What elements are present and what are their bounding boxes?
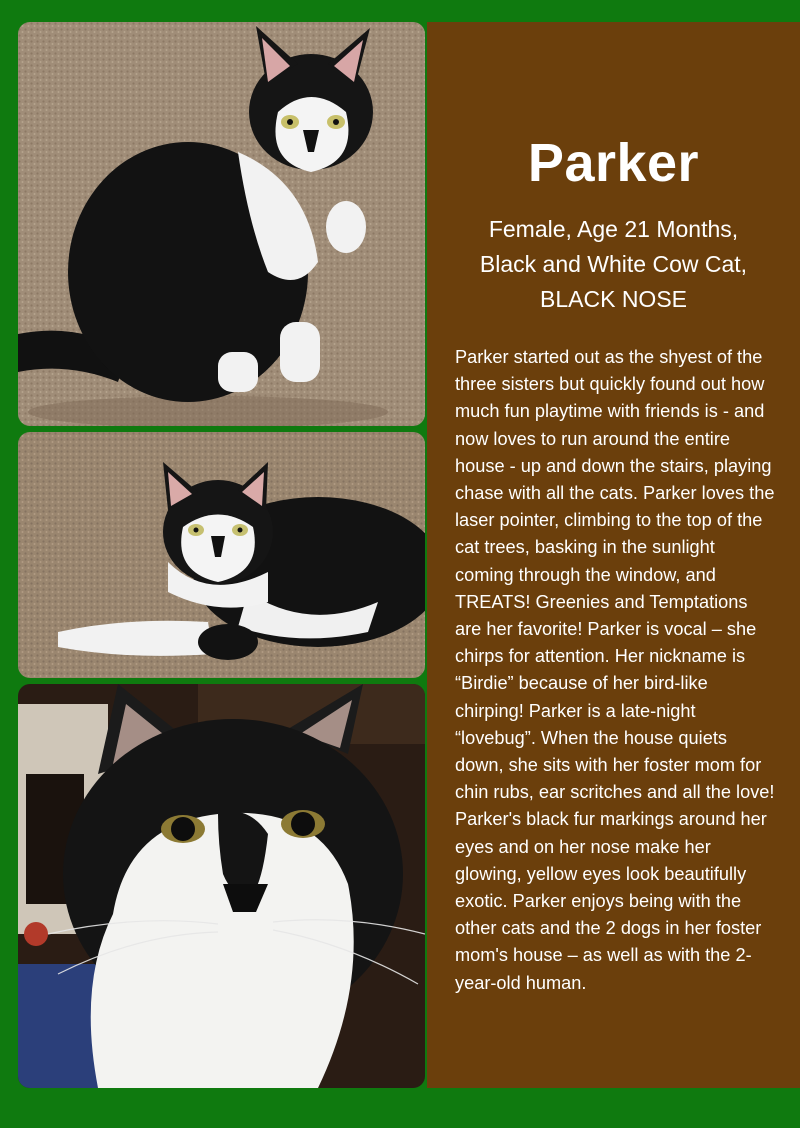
cat-photo-closeup (18, 684, 425, 1088)
summary-line: Female, Age 21 Months, (488, 216, 739, 242)
summary-line: BLACK NOSE (540, 286, 687, 312)
info-panel (427, 22, 800, 1088)
cat-summary (427, 212, 800, 317)
summary-line: Black and White Cow Cat, (479, 251, 748, 277)
cat-photo-lying (18, 432, 425, 678)
cat-photo-sitting (18, 22, 425, 426)
cat-name-heading: Parker (527, 133, 700, 193)
cat-bio: Parker started out as the shyest of the three sisters but quickly found out how much fun playtime with friends is - and now loves to run around the entire house - up and down the stairs, playing chase with all the cats. Parker loves the laser pointer, climbing to the top of the cat trees, basking in the sunlight coming through the window, and TREATS! Greenies and Temptations are her favorite! Parker is vocal – she chirps for attention. Her nickname is “Birdie” because of her bird-like chirping! Parker is a late-night “lovebug”. When the house quiets down, she sits with her foster mom for chin rubs, ear scritches and all the love! Parker's black fur markings around her eyes and on her nose make her glowing, yellow eyes look beautifully exotic. Parker enjoys being with the other cats and the 2 dogs in her foster mom's house – as well as with the 2-year-old human. (455, 347, 775, 993)
